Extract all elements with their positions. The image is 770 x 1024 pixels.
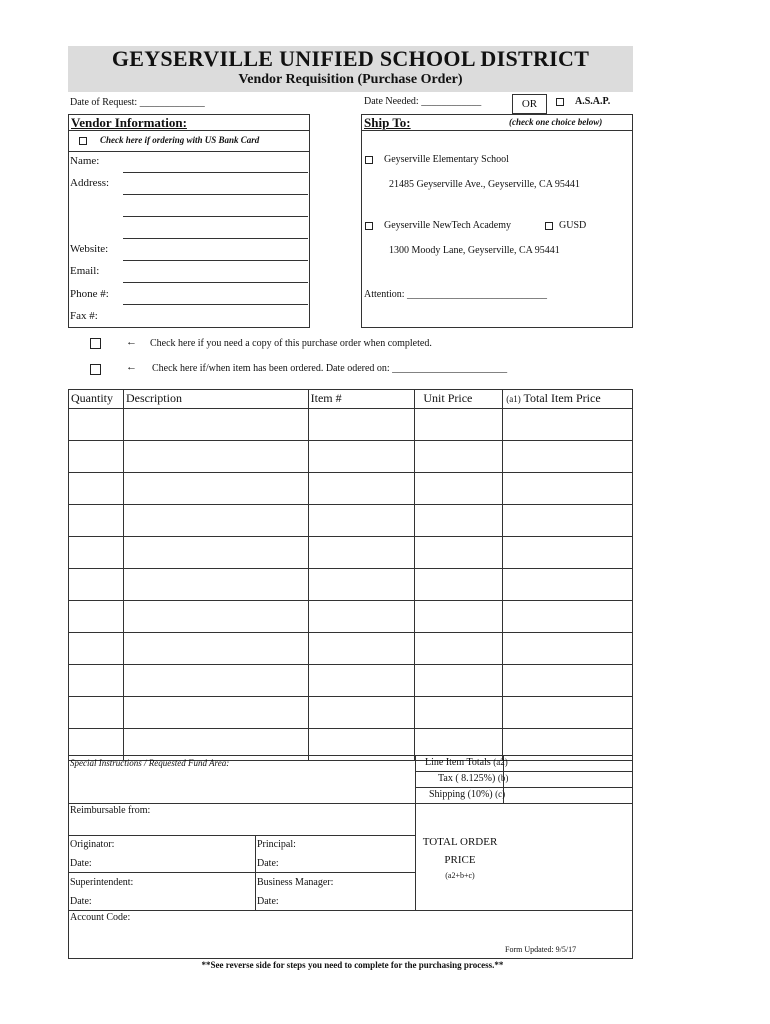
cell-unit-price[interactable] <box>415 409 503 441</box>
cell-unit-price[interactable] <box>415 473 503 505</box>
cell-unit-price[interactable] <box>415 569 503 601</box>
reimbursable-label[interactable]: Reimbursable from: <box>70 805 151 816</box>
vendor-divider-2 <box>68 151 310 152</box>
vendor-heading: Vendor Information: <box>71 115 187 130</box>
principal-label[interactable]: Principal: <box>257 839 296 850</box>
cell-unit-price[interactable] <box>415 697 503 729</box>
superintendent-label[interactable]: Superintendent: <box>70 877 134 888</box>
vendor-name-field[interactable] <box>123 172 308 173</box>
cell-description[interactable] <box>123 473 308 505</box>
gusd-checkbox[interactable] <box>545 222 553 230</box>
asap-checkbox[interactable] <box>556 98 564 106</box>
shipping-row <box>429 789 505 800</box>
col-description: Description <box>123 390 308 409</box>
shipping-marker: (c) <box>495 789 506 799</box>
summary-box <box>68 755 633 959</box>
table-row[interactable] <box>69 537 633 569</box>
bank-card-checkbox[interactable] <box>79 137 87 145</box>
cell-total[interactable] <box>503 409 633 441</box>
cell-total[interactable] <box>503 537 633 569</box>
ship-address-2: 1300 Moody Lane, Geyserville, CA 95441 <box>389 245 560 256</box>
cell-total[interactable] <box>503 633 633 665</box>
cell-unit-price[interactable] <box>415 537 503 569</box>
cell-total[interactable] <box>503 665 633 697</box>
ship-school-2: Geyserville NewTech Academy <box>384 220 512 231</box>
cell-description[interactable] <box>123 537 308 569</box>
col-unit-price: Unit Price <box>415 390 503 409</box>
cell-item-number[interactable] <box>308 473 415 505</box>
ordered-label: Check here if/when item has been ordered. Date odered on: _______________________ <box>152 363 508 374</box>
ordered-checkbox[interactable] <box>90 364 101 375</box>
vendor-divider <box>68 130 310 131</box>
line-item-totals <box>425 757 508 768</box>
vendor-address-label: Address: <box>70 177 110 189</box>
cell-quantity[interactable] <box>69 473 124 505</box>
ship-school-3: GUSD <box>559 220 587 231</box>
arrow-left-icon: ← <box>126 361 137 373</box>
col-quantity: Quantity <box>69 390 124 409</box>
cell-quantity[interactable] <box>69 409 124 441</box>
cell-item-number[interactable] <box>308 697 415 729</box>
vendor-address-field-1[interactable] <box>123 194 308 195</box>
cell-total[interactable] <box>503 697 633 729</box>
table-row[interactable] <box>69 505 633 537</box>
account-code-label[interactable]: Account Code: <box>70 912 131 923</box>
vendor-address-field-2[interactable] <box>123 216 308 217</box>
cell-quantity[interactable] <box>69 601 124 633</box>
totals-rule-3 <box>68 803 633 804</box>
district-title: GEYSERVILLE UNIFIED SCHOOL DISTRICT <box>111 46 590 71</box>
vendor-website-label: Website: <box>70 243 109 255</box>
cell-description[interactable] <box>123 665 308 697</box>
cell-unit-price[interactable] <box>415 633 503 665</box>
line-item-totals-marker: (a2) <box>493 757 508 767</box>
totals-rule-2 <box>415 787 633 788</box>
originator-label[interactable]: Originator: <box>70 839 115 850</box>
or-label: OR <box>512 94 547 114</box>
totals-rule-1 <box>415 771 633 772</box>
ship-to-hint: (check one choice below) <box>509 117 603 127</box>
ship-attention[interactable]: Attention: ____________________________ <box>364 289 548 300</box>
arrow-left-icon: ← <box>126 336 137 348</box>
elementary-checkbox[interactable] <box>365 156 373 164</box>
cell-quantity[interactable] <box>69 665 124 697</box>
cell-item-number[interactable] <box>308 409 415 441</box>
cell-unit-price[interactable] <box>415 505 503 537</box>
vendor-fax-label: Fax #: <box>70 310 98 322</box>
cell-unit-price[interactable] <box>415 441 503 473</box>
table-row[interactable] <box>69 601 633 633</box>
asap-label: A.S.A.P. <box>575 96 611 107</box>
ship-divider <box>361 130 633 131</box>
ship-to-heading: Ship To: <box>364 115 411 130</box>
footer-note: **See reverse side for steps you need to complete for the purchasing process.** <box>201 960 504 970</box>
tax-marker: (b) <box>497 773 509 783</box>
table-header-row <box>69 390 633 409</box>
vendor-email-field[interactable] <box>123 282 308 283</box>
vendor-phone-field[interactable] <box>123 304 308 305</box>
superintendent-date-label[interactable]: Date: <box>70 896 92 907</box>
cell-description[interactable] <box>123 505 308 537</box>
tax-row <box>438 773 508 784</box>
date-needed[interactable]: Date Needed: ____________ <box>364 96 482 107</box>
cell-item-number[interactable] <box>308 633 415 665</box>
table-row[interactable] <box>69 633 633 665</box>
vendor-phone-label: Phone #: <box>70 288 109 300</box>
copy-label: Check here if you need a copy of this purchase order when completed. <box>150 338 432 349</box>
vendor-website-field[interactable] <box>123 260 308 261</box>
cell-item-number[interactable] <box>308 601 415 633</box>
cell-total[interactable] <box>503 441 633 473</box>
total-order-price <box>416 833 504 883</box>
bank-card-label: Check here if ordering with US Bank Card <box>100 135 260 145</box>
cell-quantity[interactable] <box>69 633 124 665</box>
form-subtitle: Vendor Requisition (Purchase Order) <box>238 72 463 87</box>
cell-quantity[interactable] <box>69 537 124 569</box>
table-row[interactable] <box>69 409 633 441</box>
cell-description[interactable] <box>123 409 308 441</box>
table-row[interactable] <box>69 569 633 601</box>
tax-label: Tax ( 8.125%) <box>438 773 496 784</box>
vendor-name-label: Name: <box>70 155 100 167</box>
cell-quantity[interactable] <box>69 505 124 537</box>
date-of-request[interactable]: Date of Request: _____________ <box>70 97 205 108</box>
cell-total[interactable] <box>503 473 633 505</box>
sig-rule-top <box>68 835 416 836</box>
table-row[interactable] <box>69 473 633 505</box>
business-manager-date-label[interactable]: Date: <box>257 896 279 907</box>
total-order-line1: TOTAL ORDER <box>422 836 498 848</box>
special-instructions-label: Special Instructions / Requested Fund Area: <box>70 758 230 768</box>
copy-checkbox[interactable] <box>90 338 101 349</box>
cell-description[interactable] <box>123 633 308 665</box>
cell-quantity[interactable] <box>69 441 124 473</box>
total-label: Total Item Price <box>523 391 601 405</box>
cell-item-number[interactable] <box>308 441 415 473</box>
shipping-label: Shipping (10%) <box>429 789 493 800</box>
total-order-formula: (a2+b+c) <box>445 871 475 880</box>
cell-item-number[interactable] <box>308 537 415 569</box>
sig-rule-bottom <box>68 910 633 911</box>
sig-rule-mid <box>68 872 416 873</box>
table-row[interactable] <box>69 441 633 473</box>
vendor-address-field-3[interactable] <box>123 238 308 239</box>
line-item-totals-label: Line Item Totals <box>425 757 491 768</box>
originator-date-label[interactable]: Date: <box>70 858 92 869</box>
cell-total[interactable] <box>503 569 633 601</box>
form-updated: Form Updated: 9/5/17 <box>505 945 577 954</box>
cell-unit-price[interactable] <box>415 601 503 633</box>
cell-quantity[interactable] <box>69 697 124 729</box>
cell-description[interactable] <box>123 697 308 729</box>
table-row[interactable] <box>69 697 633 729</box>
total-marker: (a1) <box>506 394 521 404</box>
ship-address-1: 21485 Geyserville Ave., Geyserville, CA 95441 <box>389 179 580 190</box>
newtech-checkbox[interactable] <box>365 222 373 230</box>
principal-date-label[interactable]: Date: <box>257 858 279 869</box>
cell-total[interactable] <box>503 601 633 633</box>
cell-description[interactable] <box>123 441 308 473</box>
total-order-line2: PRICE <box>444 854 476 866</box>
cell-description[interactable] <box>123 569 308 601</box>
ship-school-1: Geyserville Elementary School <box>384 154 509 165</box>
cell-unit-price[interactable] <box>415 665 503 697</box>
cell-quantity[interactable] <box>69 569 124 601</box>
cell-total[interactable] <box>503 505 633 537</box>
cell-item-number[interactable] <box>308 569 415 601</box>
cell-item-number[interactable] <box>308 665 415 697</box>
col-item-number: Item # <box>308 390 415 409</box>
business-manager-label[interactable]: Business Manager: <box>257 877 334 888</box>
cell-item-number[interactable] <box>308 505 415 537</box>
table-row[interactable] <box>69 665 633 697</box>
items-table <box>68 389 633 761</box>
form-header <box>68 46 633 92</box>
vendor-email-label: Email: <box>70 265 100 277</box>
col-total-item-price <box>503 390 633 409</box>
cell-description[interactable] <box>123 601 308 633</box>
